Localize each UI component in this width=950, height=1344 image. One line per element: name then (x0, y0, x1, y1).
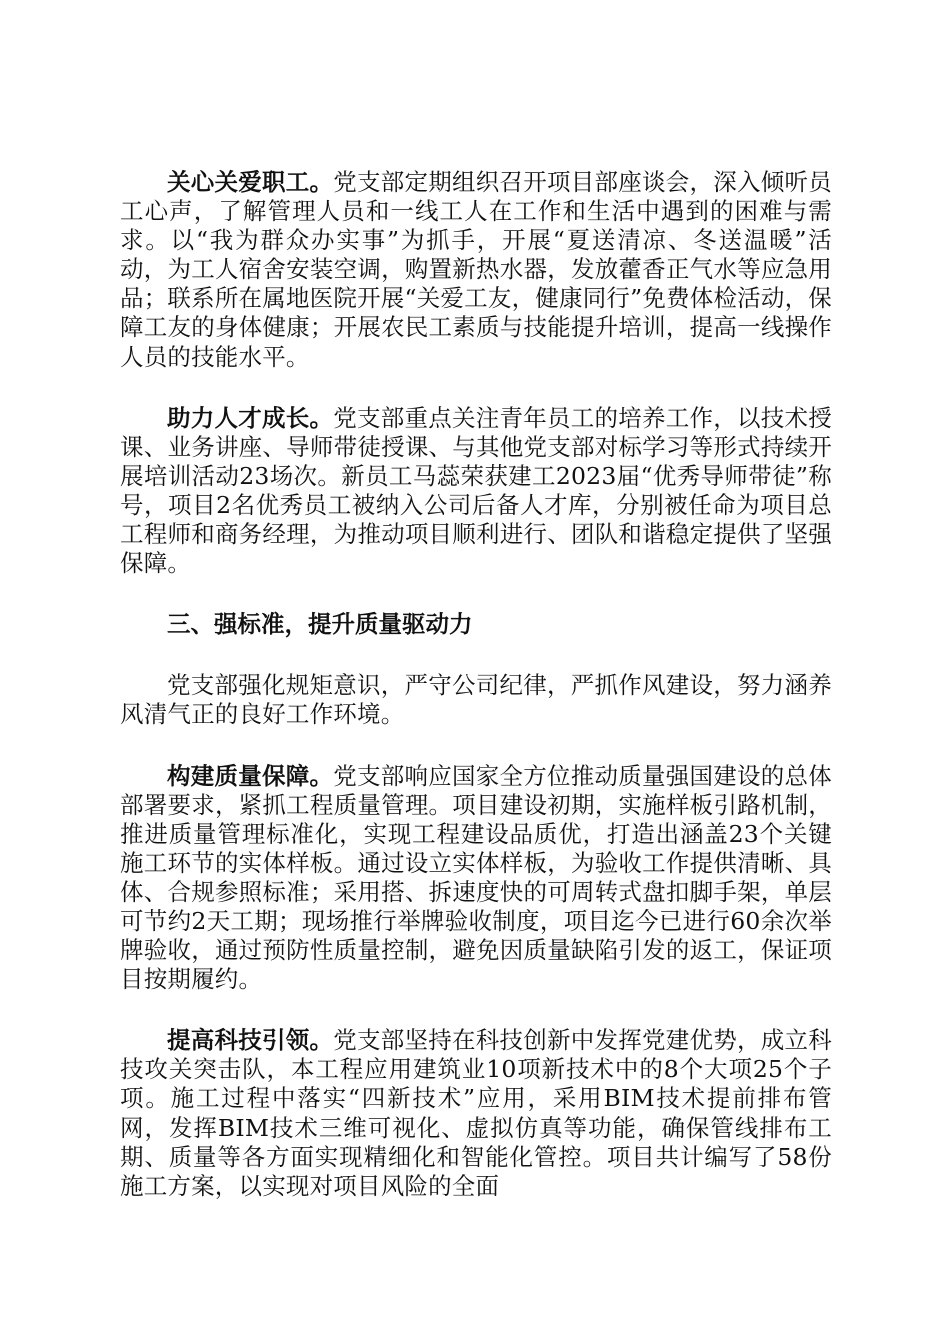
paragraph-lead: 构建质量保障。 (167, 761, 334, 790)
paragraph-text: 党支部坚持在科技创新中发挥党建优势，成立科技攻关突击队，本工程应用建筑业10项新技术中的8个大项25个子项。施工过程中落实“四新技术”应用，采用BIM技术提前排布管网，发挥BIM技术三维可视化、虚拟仿真等功能，确保管线排布工期、质量等各方面实现精细化和智能化管控。项目共计编写了58份施工方案，以实现对项目风险的全面 (120, 1026, 832, 1200)
paragraph-lead: 关心关爱职工。 (167, 168, 334, 196)
paragraph-lead: 助力人才成长。 (167, 403, 334, 432)
paragraph-gap (120, 730, 832, 762)
document-body (120, 168, 832, 1201)
paragraph-gap (120, 372, 832, 404)
paragraph-gap (120, 639, 832, 671)
paragraph-text: 党支部重点关注青年员工的培养工作，以技术授课、业务讲座、导师带徒授课、与其他党支部对标学习等形式持续开展培训活动23场次。新员工马蕊荣获建工2023届“优秀导师带徒”称号，项目2名优秀员工被纳入公司后备人才库，分别被任命为项目总工程师和商务经理，为推动项目顺利进行、团队和谐稳定提供了坚强保障。 (120, 403, 832, 578)
section-intro: 党支部强化规矩意识，严守公司纪律，严抓作风建设，努力涵养风清气正的良好工作环境。 (120, 671, 832, 729)
paragraph-gap (120, 994, 832, 1026)
paragraph-text: 党支部定期组织召开项目部座谈会，深入倾听员工心声，了解管理人员和一线工人在工作和生活中遇到的困难与需求。以“我为群众办实事”为抓手，开展“夏送清凉、冬送温暖”活动，为工人宿舍安装空调，购置新热水器，发放藿香正气水等应急用品；联系所在属地医院开展“关爱工友，健康同行”免费体检活动，保障工友的身体健康；开展农民工素质与技能提升培训，提高一线操作人员的技能水平。 (120, 168, 832, 371)
paragraph-care-for-workers (120, 168, 832, 372)
paragraph-talent-growth (120, 404, 832, 579)
paragraph-gap (120, 578, 832, 610)
paragraph-text: 党支部响应国家全方位推动质量强国建设的总体部署要求，紧抓工程质量管理。项目建设初期，实施样板引路机制，推进质量管理标准化，实现工程建设品质优，打造出涵盖23个关键施工环节的实体样板。通过设立实体样板，为验收工作提供清晰、具体、合规参照标准；采用搭、拆速度快的可周转式盘扣脚手架，单层可节约2天工期；现场推行举牌验收制度，项目迄今已进行60余次举牌验收，通过预防性质量控制，避免因质量缺陷引发的返工，保证项目按期履约。 (120, 761, 832, 994)
section-heading: 三、强标准，提升质量驱动力 (167, 610, 473, 639)
paragraph-tech-leadership (120, 1026, 832, 1201)
paragraph-lead: 提高科技引领。 (167, 1026, 334, 1055)
paragraph-quality-assurance (120, 762, 832, 995)
